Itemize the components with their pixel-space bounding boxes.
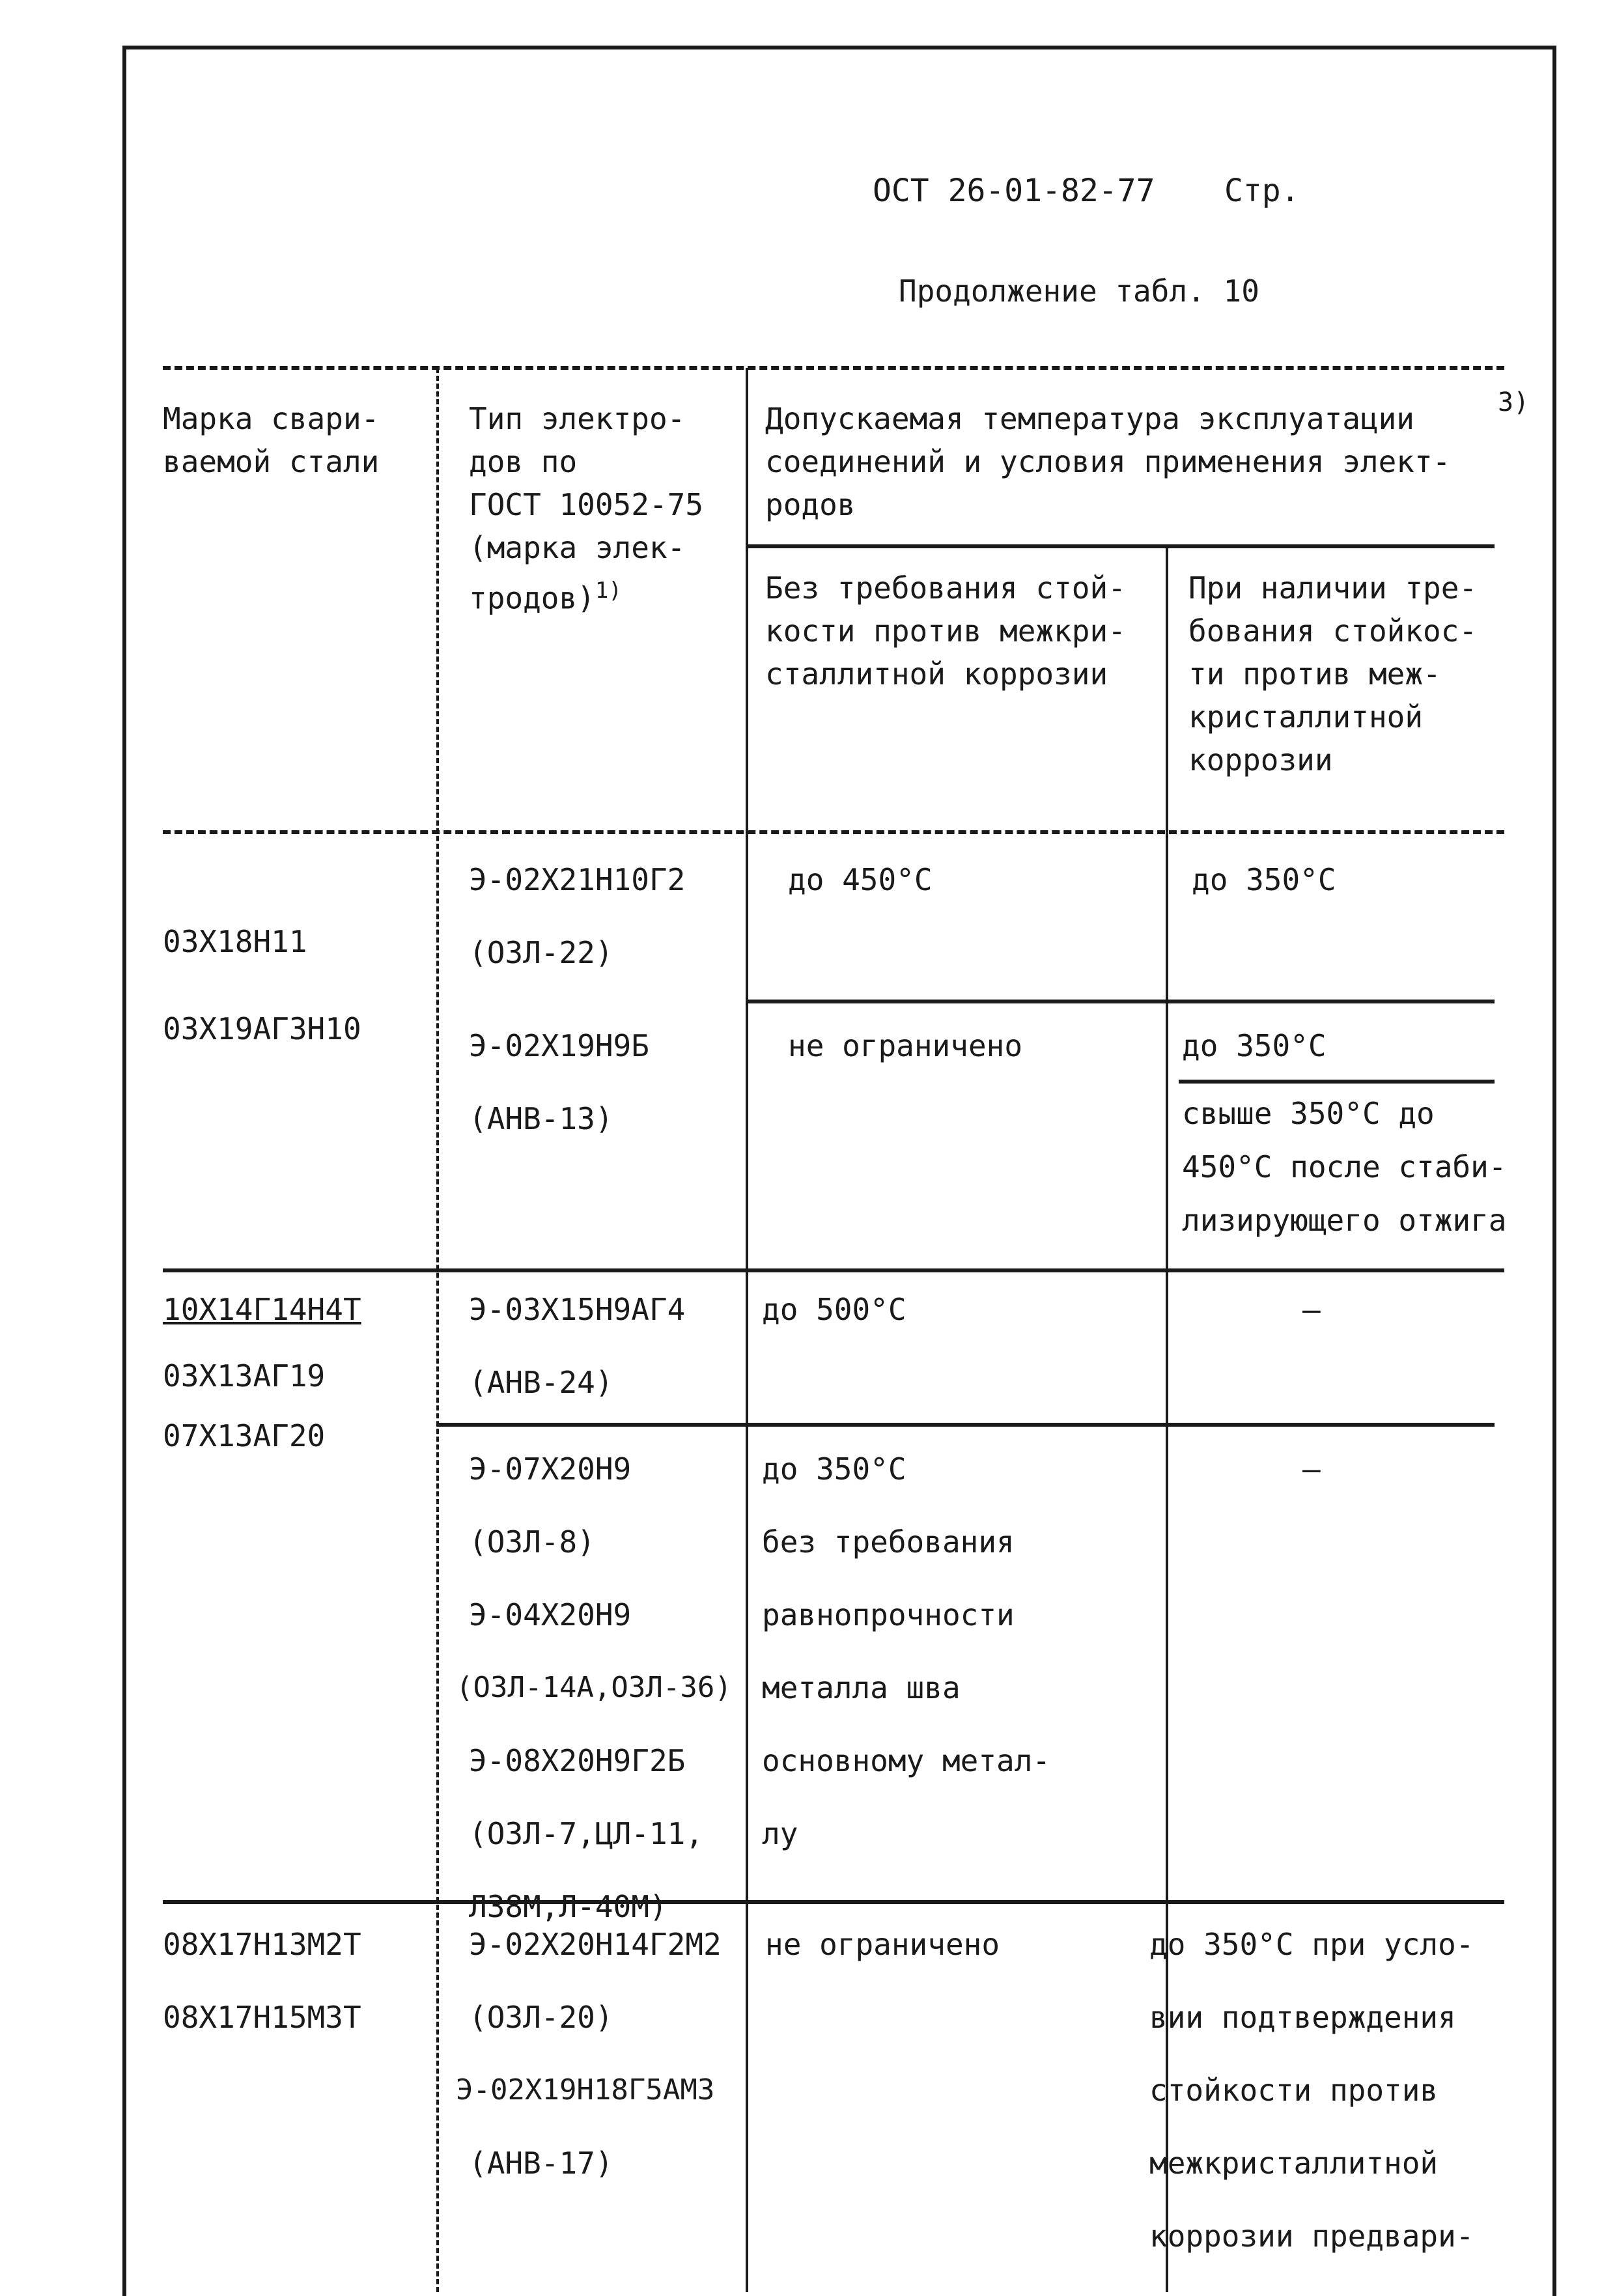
header-col-temperature: Допускаемая температура эксплуатации соединений и условия применения элект- родов <box>765 401 1451 522</box>
header-col-electrode: Тип электро- дов по ГОСТ 10052-75 (марка элек- тродов)$^{1)}$ <box>469 401 704 616</box>
footnote-1: 1) <box>595 578 622 604</box>
row2a-with-requirement: – <box>1302 1292 1321 1327</box>
row1a-electrodes: Э-02Х21Н10Г2 (ОЗЛ-22) <box>469 862 686 970</box>
row2b-no-requirement: до 350°С без требования равнопрочности металла шва основному метал- лу <box>762 1451 1051 1851</box>
subheader-rule <box>746 544 1495 548</box>
table-continuation: Продолжение табл. 10 <box>899 273 1259 309</box>
row-rule-3 <box>163 1900 1504 1904</box>
row-rule-2 <box>163 1268 1504 1272</box>
doc-code: ОСТ 26-01-82-77 <box>873 173 1155 209</box>
row3-electrodes: Э-02Х20Н14Г2М2 (ОЗЛ-20) Э-02Х19Н18Г5АМ3 (АНВ-17) <box>456 1927 722 2181</box>
col-divider-1 <box>436 368 439 2292</box>
header-col-no-requirement: Без требования стой- кости против межкри- сталлитной коррозии <box>765 570 1126 692</box>
header-col-with-requirement: При наличии тре- бования стойкос- ти против меж- кристаллитной коррозии <box>1188 570 1478 777</box>
row1b-no-requirement: не ограничено <box>788 1028 1023 1063</box>
row2b-electrodes: Э-07Х20Н9 (ОЗЛ-8) Э-04Х20Н9 (ОЗЛ-14А,ОЗЛ-36) Э-08Х20Н9Г2Б (ОЗЛ-7,ЦЛ-11, Л38М,Л-40М) <box>456 1451 732 1924</box>
row1-sub-rule <box>746 1000 1495 1003</box>
header-bottom-rule <box>163 830 1504 834</box>
row3-with-requirement: до 350°С при усло- вии подтверждения стойкости против межкристаллитной коррозии предвари- <box>1149 1927 1474 2254</box>
row1a-with-requirement: до 350°С <box>1192 862 1336 897</box>
row1-steel-grades: 03Х18Н11 03Х19АГ3Н10 <box>163 924 361 1046</box>
row2a-electrodes: Э-03Х15Н9АГ4 (АНВ-24) <box>469 1292 686 1400</box>
row2-steel-grades: 10Х14Г14Н4Т 03Х13АГ19 07Х13АГ20 <box>163 1292 361 1453</box>
header-col-steel: Марка свари- ваемой стали <box>163 401 380 479</box>
row1b-with-requirement: до 350°С свыше 350°С до 450°С после стаби- лизирующего отжига <box>1182 1028 1507 1238</box>
row1b-electrodes: Э-02Х19Н9Б (АНВ-13) <box>469 1028 649 1136</box>
row2a-no-requirement: до 500°С <box>762 1292 906 1327</box>
row1a-no-requirement: до 450°С <box>788 862 933 897</box>
footnote-3: 3) <box>1498 387 1530 417</box>
page-label: Стр. <box>1224 173 1300 209</box>
row2-sub-rule <box>436 1423 1495 1427</box>
row3-no-requirement: не ограничено <box>765 1927 1000 1962</box>
table-top-rule <box>163 366 1504 370</box>
row3-steel-grades: 08Х17Н13М2Т 08Х17Н15М3Т <box>163 1927 361 2035</box>
row2b-with-requirement: – <box>1302 1451 1321 1487</box>
col-divider-2 <box>746 368 748 2292</box>
